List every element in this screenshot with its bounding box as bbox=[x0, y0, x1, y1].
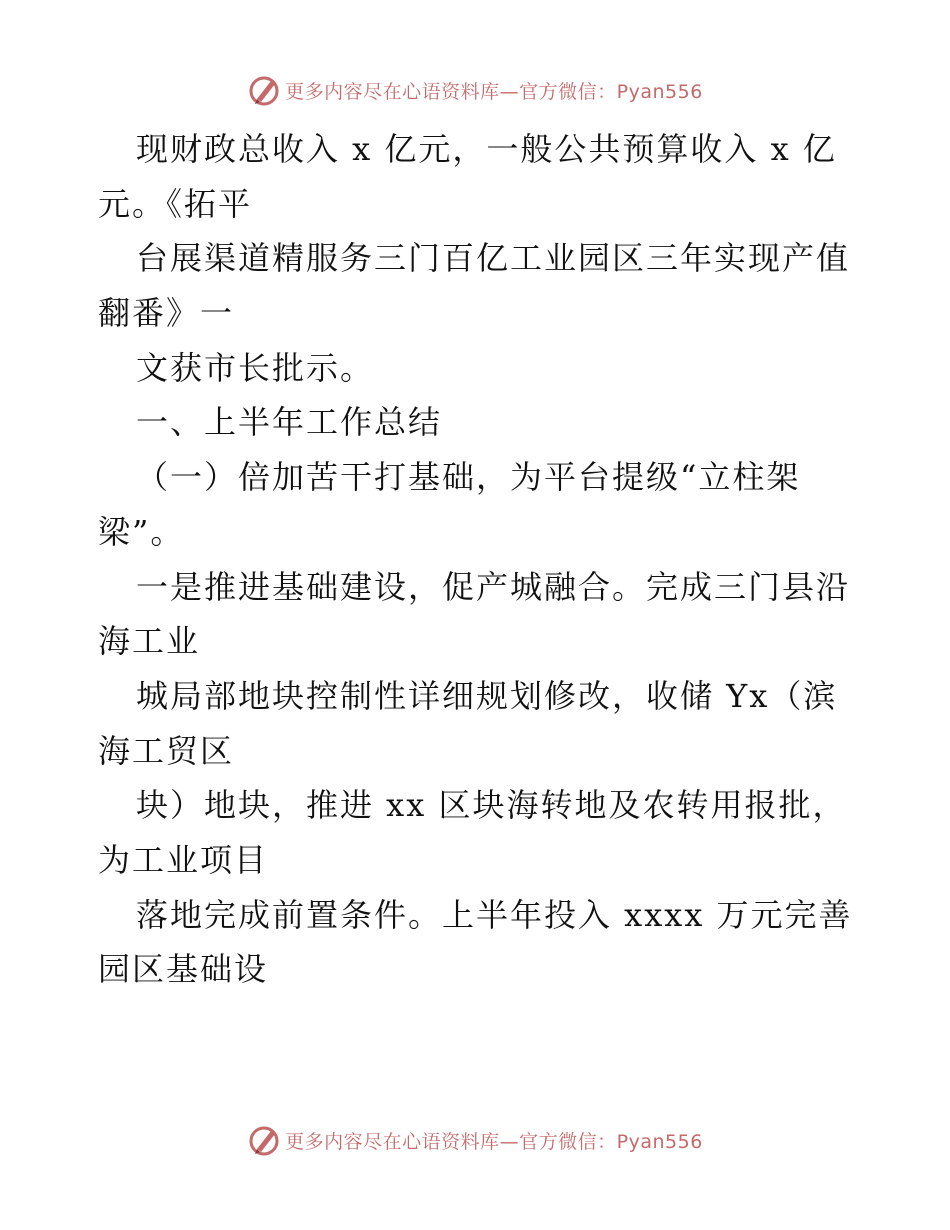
body-text-line: （一）倍加苦干打基础，为平台提级“立柱架 bbox=[136, 458, 801, 497]
body-text-line: 元。《拓平 bbox=[98, 184, 253, 223]
body-text-line: 城局部地块控制性详细规划修改，收储 Yx（滨 bbox=[136, 676, 838, 715]
body-text-line: 落地完成前置条件。上半年投入 xxxx 万元完善 bbox=[136, 895, 853, 934]
pen-logo-icon bbox=[247, 1123, 281, 1157]
document-body bbox=[98, 122, 868, 997]
body-text-line: 梁”。 bbox=[98, 512, 185, 551]
pen-logo-icon bbox=[247, 73, 281, 107]
body-text-line: 文获市长批示。 bbox=[136, 348, 375, 387]
body-text-line: 海工业 bbox=[98, 622, 201, 661]
header-watermark bbox=[0, 70, 950, 110]
body-text-line: 一是推进基础建设，促产城融合。完成三门县沿 bbox=[136, 567, 851, 606]
body-text-line: 台展渠道精服务三门百亿工业园区三年实现产值 bbox=[136, 239, 851, 278]
body-text-line: 翻番》一 bbox=[98, 294, 235, 333]
watermark-text: 更多内容尽在心语资料库—官方微信：Pyan556 bbox=[285, 1130, 703, 1153]
body-text-line: 现财政总收入 x 亿元，一般公共预算收入 x 亿 bbox=[136, 130, 837, 168]
body-text-line: 海工贸区 bbox=[98, 731, 235, 770]
watermark-text: 更多内容尽在心语资料库—官方微信：Pyan556 bbox=[285, 80, 703, 103]
body-text-line: 园区基础设 bbox=[98, 950, 269, 989]
body-text-line: 为工业项目 bbox=[98, 840, 269, 879]
body-text-line: 一、上半年工作总结 bbox=[136, 403, 443, 442]
body-text-line: 块）地块，推进 xx 区块海转地及农转用报批， bbox=[136, 786, 847, 825]
footer-watermark bbox=[0, 1120, 950, 1160]
